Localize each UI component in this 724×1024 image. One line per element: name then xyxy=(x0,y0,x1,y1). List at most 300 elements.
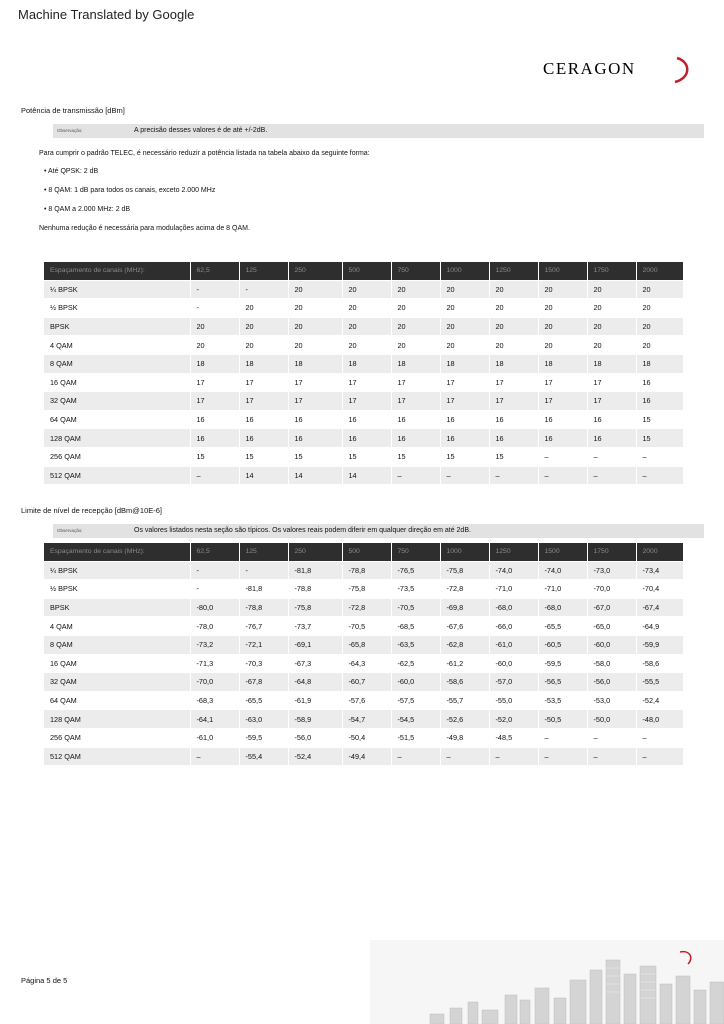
tx-value-cell: 18 xyxy=(342,354,391,373)
tx-value-cell: 18 xyxy=(391,354,440,373)
rx-value-cell: -53,5 xyxy=(538,691,587,710)
tx-value-cell: 20 xyxy=(587,336,636,355)
tx-value-cell: 16 xyxy=(342,429,391,448)
rx-table-header-row xyxy=(44,543,683,561)
tx-bullet-3: • 8 QAM a 2.000 MHz: 2 dB xyxy=(44,206,131,213)
tx-value-cell: 20 xyxy=(391,299,440,318)
rx-header-cell: 750 xyxy=(391,543,440,561)
tx-value-cell: 20 xyxy=(440,280,489,299)
rx-value-cell: -54,7 xyxy=(342,710,391,729)
tx-table-row xyxy=(44,429,683,448)
rx-value-cell: – xyxy=(391,747,440,766)
rx-section-title: Limite de nível de recepção [dBm@10E-6] xyxy=(21,506,163,515)
tx-value-cell: 14 xyxy=(239,466,288,485)
rx-value-cell: -75,8 xyxy=(342,580,391,599)
tx-bullet-2: • 8 QAM: 1 dB para todos os canais, exceto 2.000 MHz xyxy=(44,187,216,194)
tx-value-cell: 15 xyxy=(288,447,342,466)
rx-value-cell: -55,5 xyxy=(636,673,683,692)
tx-header-cell: 1500 xyxy=(538,262,587,280)
tx-modulation-cell: 16 QAM xyxy=(44,373,190,392)
rx-value-cell: -65,8 xyxy=(342,635,391,654)
tx-modulation-cell: 4 QAM xyxy=(44,336,190,355)
tx-value-cell: – xyxy=(538,447,587,466)
tx-value-cell: 16 xyxy=(440,410,489,429)
rx-value-cell: -64,9 xyxy=(636,617,683,636)
rx-table-row xyxy=(44,710,683,729)
tx-value-cell: – xyxy=(587,466,636,485)
rx-value-cell: -68,0 xyxy=(538,598,587,617)
rx-value-cell: - xyxy=(239,561,288,580)
translation-banner: Machine Translated by Google xyxy=(18,7,195,22)
tx-value-cell: 16 xyxy=(342,410,391,429)
rx-table-row xyxy=(44,598,683,617)
rx-threshold-table xyxy=(44,543,684,766)
rx-value-cell: -71,0 xyxy=(489,580,538,599)
tx-value-cell: 17 xyxy=(391,373,440,392)
rx-table-row xyxy=(44,728,683,747)
rx-note-label: Observação: xyxy=(57,528,83,533)
tx-value-cell: 15 xyxy=(636,429,683,448)
rx-table-row xyxy=(44,580,683,599)
tx-header-cell: 500 xyxy=(342,262,391,280)
rx-value-cell: -81,8 xyxy=(239,580,288,599)
rx-value-cell: -57,6 xyxy=(342,691,391,710)
rx-value-cell: -59,9 xyxy=(636,635,683,654)
tx-value-cell: 20 xyxy=(587,317,636,336)
rx-header-cell: 2000 xyxy=(636,543,683,561)
tx-value-cell: 20 xyxy=(342,336,391,355)
tx-outro: Nenhuma redução é necessária para modulações acima de 8 QAM. xyxy=(39,225,250,232)
rx-value-cell: -55,0 xyxy=(489,691,538,710)
tx-value-cell: 17 xyxy=(288,392,342,411)
rx-modulation-cell: 256 QAM xyxy=(44,728,190,747)
rx-value-cell: -60,0 xyxy=(391,673,440,692)
tx-table-row xyxy=(44,354,683,373)
tx-value-cell: 17 xyxy=(489,392,538,411)
tx-table-row xyxy=(44,373,683,392)
rx-value-cell: -76,5 xyxy=(391,561,440,580)
tx-value-cell: 15 xyxy=(342,447,391,466)
rx-value-cell: -78,8 xyxy=(288,580,342,599)
rx-value-cell: – xyxy=(538,728,587,747)
tx-table-row xyxy=(44,447,683,466)
rx-value-cell: -61,2 xyxy=(440,654,489,673)
tx-modulation-cell: 32 QAM xyxy=(44,392,190,411)
tx-value-cell: 20 xyxy=(440,336,489,355)
rx-value-cell: -58,6 xyxy=(636,654,683,673)
rx-value-cell: -75,8 xyxy=(440,561,489,580)
rx-value-cell: -48,5 xyxy=(489,728,538,747)
tx-modulation-cell: 512 QAM xyxy=(44,466,190,485)
rx-value-cell: -67,3 xyxy=(288,654,342,673)
tx-value-cell: 20 xyxy=(342,317,391,336)
rx-value-cell: – xyxy=(489,747,538,766)
rx-value-cell: -54,5 xyxy=(391,710,440,729)
rx-value-cell: -70,0 xyxy=(587,580,636,599)
tx-value-cell: 20 xyxy=(239,317,288,336)
rx-value-cell: -65,5 xyxy=(239,691,288,710)
rx-value-cell: -64,8 xyxy=(288,673,342,692)
rx-value-cell: -78,8 xyxy=(239,598,288,617)
tx-value-cell: 20 xyxy=(489,280,538,299)
rx-value-cell: -73,5 xyxy=(391,580,440,599)
rx-value-cell: – xyxy=(587,747,636,766)
rx-value-cell: – xyxy=(636,728,683,747)
tx-value-cell: 20 xyxy=(190,336,239,355)
rx-value-cell: – xyxy=(190,747,239,766)
tx-value-cell: 17 xyxy=(489,373,538,392)
rx-value-cell: -58,6 xyxy=(440,673,489,692)
tx-value-cell: 18 xyxy=(239,354,288,373)
rx-value-cell: -52,4 xyxy=(288,747,342,766)
tx-value-cell: 14 xyxy=(288,466,342,485)
rx-header-cell: Espaçamento de canais (MHz): xyxy=(44,543,190,561)
rx-value-cell: -72,8 xyxy=(440,580,489,599)
tx-section-title: Potência de transmissão [dBm] xyxy=(21,106,125,115)
tx-value-cell: 18 xyxy=(440,354,489,373)
tx-value-cell: 20 xyxy=(489,317,538,336)
tx-value-cell: 16 xyxy=(489,410,538,429)
rx-value-cell: -71,3 xyxy=(190,654,239,673)
tx-value-cell: 17 xyxy=(538,373,587,392)
rx-value-cell: -69,1 xyxy=(288,635,342,654)
rx-table-row xyxy=(44,617,683,636)
tx-value-cell: 17 xyxy=(288,373,342,392)
tx-value-cell: 17 xyxy=(342,392,391,411)
tx-value-cell: 18 xyxy=(489,354,538,373)
rx-value-cell: -60,0 xyxy=(587,635,636,654)
rx-value-cell: -55,7 xyxy=(440,691,489,710)
rx-value-cell: -61,9 xyxy=(288,691,342,710)
tx-value-cell: – xyxy=(190,466,239,485)
tx-value-cell: 16 xyxy=(489,429,538,448)
rx-value-cell: -59,5 xyxy=(538,654,587,673)
tx-value-cell: 20 xyxy=(636,317,683,336)
tx-value-cell: - xyxy=(190,299,239,318)
rx-value-cell: -69,8 xyxy=(440,598,489,617)
tx-note-label: Observação: xyxy=(57,128,83,133)
rx-value-cell: -70,3 xyxy=(239,654,288,673)
rx-value-cell: -67,4 xyxy=(636,598,683,617)
rx-value-cell: -66,0 xyxy=(489,617,538,636)
tx-value-cell: 20 xyxy=(489,299,538,318)
rx-value-cell: – xyxy=(538,747,587,766)
tx-note-text: A precisão desses valores é de até +/-2dB. xyxy=(134,127,268,134)
rx-table-row xyxy=(44,654,683,673)
rx-value-cell: -75,8 xyxy=(288,598,342,617)
rx-value-cell: -55,4 xyxy=(239,747,288,766)
tx-value-cell: – xyxy=(440,466,489,485)
tx-value-cell: 20 xyxy=(288,336,342,355)
tx-value-cell: 17 xyxy=(239,373,288,392)
tx-modulation-cell: 64 QAM xyxy=(44,410,190,429)
rx-value-cell: -68,0 xyxy=(489,598,538,617)
tx-value-cell: 17 xyxy=(391,392,440,411)
tx-value-cell: 15 xyxy=(489,447,538,466)
tx-table-row xyxy=(44,280,683,299)
rx-value-cell: -64,1 xyxy=(190,710,239,729)
rx-modulation-cell: ¼ BPSK xyxy=(44,561,190,580)
rx-value-cell: -73,0 xyxy=(587,561,636,580)
rx-note-text: Os valores listados nesta seção são típicos. Os valores reais podem diferir em qualquer direção em até 2dB. xyxy=(134,527,471,534)
rx-table-row xyxy=(44,673,683,692)
rx-modulation-cell: BPSK xyxy=(44,598,190,617)
rx-header-cell: 1000 xyxy=(440,543,489,561)
rx-value-cell: -60,0 xyxy=(489,654,538,673)
rx-value-cell: -63,0 xyxy=(239,710,288,729)
rx-table-row xyxy=(44,561,683,580)
rx-value-cell: -70,4 xyxy=(636,580,683,599)
tx-value-cell: 20 xyxy=(288,317,342,336)
tx-header-cell: 1250 xyxy=(489,262,538,280)
rx-modulation-cell: 16 QAM xyxy=(44,654,190,673)
tx-value-cell: 16 xyxy=(239,410,288,429)
tx-header-cell: 250 xyxy=(288,262,342,280)
rx-value-cell: -78,8 xyxy=(342,561,391,580)
rx-value-cell: -78,0 xyxy=(190,617,239,636)
tx-value-cell: 20 xyxy=(440,299,489,318)
rx-value-cell: -74,0 xyxy=(489,561,538,580)
tx-value-cell: 20 xyxy=(239,299,288,318)
tx-value-cell: 16 xyxy=(440,429,489,448)
tx-intro: Para cumprir o padrão TELEC, é necessário reduzir a potência listada na tabela abaixo da seguinte forma: xyxy=(39,150,370,157)
tx-value-cell: - xyxy=(239,280,288,299)
rx-value-cell: -50,4 xyxy=(342,728,391,747)
rx-value-cell: - xyxy=(190,580,239,599)
rx-value-cell: -58,0 xyxy=(587,654,636,673)
rx-value-cell: – xyxy=(636,747,683,766)
rx-modulation-cell: 32 QAM xyxy=(44,673,190,692)
tx-value-cell: 20 xyxy=(538,336,587,355)
rx-table-row xyxy=(44,635,683,654)
rx-modulation-cell: 64 QAM xyxy=(44,691,190,710)
rx-header-cell: 250 xyxy=(288,543,342,561)
tx-value-cell: 20 xyxy=(342,299,391,318)
tx-header-cell: 62,5 xyxy=(190,262,239,280)
tx-value-cell: 16 xyxy=(587,410,636,429)
tx-value-cell: 20 xyxy=(538,299,587,318)
tx-value-cell: – xyxy=(489,466,538,485)
rx-value-cell: -62,8 xyxy=(440,635,489,654)
tx-value-cell: 17 xyxy=(190,392,239,411)
tx-value-cell: 16 xyxy=(587,429,636,448)
rx-value-cell: -70,5 xyxy=(391,598,440,617)
tx-header-cell: 1750 xyxy=(587,262,636,280)
rx-value-cell: -67,0 xyxy=(587,598,636,617)
rx-value-cell: -58,9 xyxy=(288,710,342,729)
tx-value-cell: 15 xyxy=(636,410,683,429)
tx-value-cell: 20 xyxy=(538,280,587,299)
rx-value-cell: -73,2 xyxy=(190,635,239,654)
tx-value-cell: – xyxy=(538,466,587,485)
tx-value-cell: 18 xyxy=(587,354,636,373)
tx-value-cell: 20 xyxy=(636,336,683,355)
tx-value-cell: 16 xyxy=(288,429,342,448)
tx-value-cell: 16 xyxy=(288,410,342,429)
rx-value-cell: -49,4 xyxy=(342,747,391,766)
rx-value-cell: -60,5 xyxy=(538,635,587,654)
ceragon-logo xyxy=(541,52,691,86)
rx-value-cell: -80,0 xyxy=(190,598,239,617)
rx-modulation-cell: ½ BPSK xyxy=(44,580,190,599)
rx-value-cell: -71,0 xyxy=(538,580,587,599)
tx-value-cell: 15 xyxy=(440,447,489,466)
rx-value-cell: – xyxy=(440,747,489,766)
rx-value-cell: -48,0 xyxy=(636,710,683,729)
rx-value-cell: -73,7 xyxy=(288,617,342,636)
tx-value-cell: 17 xyxy=(190,373,239,392)
rx-value-cell: -76,7 xyxy=(239,617,288,636)
tx-value-cell: 20 xyxy=(190,317,239,336)
rx-header-cell: 500 xyxy=(342,543,391,561)
page-number: Página 5 de 5 xyxy=(21,976,68,985)
tx-value-cell: 18 xyxy=(288,354,342,373)
tx-table-row xyxy=(44,466,683,485)
tx-value-cell: 20 xyxy=(440,317,489,336)
rx-value-cell: -50,0 xyxy=(587,710,636,729)
rx-value-cell: -63,5 xyxy=(391,635,440,654)
rx-value-cell: - xyxy=(190,561,239,580)
tx-value-cell: 17 xyxy=(342,373,391,392)
tx-value-cell: 15 xyxy=(190,447,239,466)
rx-value-cell: -51,5 xyxy=(391,728,440,747)
rx-value-cell: -52,4 xyxy=(636,691,683,710)
rx-value-cell: -57,0 xyxy=(489,673,538,692)
rx-value-cell: -50,5 xyxy=(538,710,587,729)
tx-value-cell: 18 xyxy=(538,354,587,373)
rx-value-cell: -52,6 xyxy=(440,710,489,729)
rx-header-cell: 1500 xyxy=(538,543,587,561)
tx-value-cell: 17 xyxy=(440,392,489,411)
tx-value-cell: 20 xyxy=(636,280,683,299)
rx-table-row xyxy=(44,691,683,710)
rx-value-cell: – xyxy=(587,728,636,747)
rx-modulation-cell: 4 QAM xyxy=(44,617,190,636)
tx-value-cell: 20 xyxy=(342,280,391,299)
tx-value-cell: 15 xyxy=(239,447,288,466)
rx-value-cell: -67,6 xyxy=(440,617,489,636)
rx-value-cell: -81,8 xyxy=(288,561,342,580)
rx-modulation-cell: 128 QAM xyxy=(44,710,190,729)
tx-modulation-cell: 8 QAM xyxy=(44,354,190,373)
tx-table-row xyxy=(44,392,683,411)
tx-value-cell: 20 xyxy=(489,336,538,355)
tx-modulation-cell: 128 QAM xyxy=(44,429,190,448)
tx-value-cell: 16 xyxy=(391,429,440,448)
tx-value-cell: 17 xyxy=(440,373,489,392)
rx-header-cell: 1750 xyxy=(587,543,636,561)
tx-value-cell: 16 xyxy=(190,410,239,429)
tx-value-cell: - xyxy=(190,280,239,299)
tx-value-cell: 17 xyxy=(587,373,636,392)
rx-header-cell: 1250 xyxy=(489,543,538,561)
tx-value-cell: – xyxy=(391,466,440,485)
rx-value-cell: -72,8 xyxy=(342,598,391,617)
tx-header-cell: 2000 xyxy=(636,262,683,280)
rx-value-cell: -49,8 xyxy=(440,728,489,747)
tx-value-cell: 16 xyxy=(538,410,587,429)
tx-table-row xyxy=(44,317,683,336)
tx-table-row xyxy=(44,410,683,429)
rx-value-cell: -67,8 xyxy=(239,673,288,692)
tx-modulation-cell: BPSK xyxy=(44,317,190,336)
tx-value-cell: 15 xyxy=(391,447,440,466)
tx-header-cell: Espaçamento de canais (MHz): xyxy=(44,262,190,280)
tx-modulation-cell: 256 QAM xyxy=(44,447,190,466)
rx-header-cell: 62,5 xyxy=(190,543,239,561)
tx-note-box xyxy=(53,124,704,138)
tx-power-table xyxy=(44,262,684,485)
tx-modulation-cell: ½ BPSK xyxy=(44,299,190,318)
tx-value-cell: 20 xyxy=(538,317,587,336)
tx-value-cell: 20 xyxy=(587,299,636,318)
tx-value-cell: 16 xyxy=(636,373,683,392)
tx-table-row xyxy=(44,299,683,318)
tx-value-cell: 17 xyxy=(587,392,636,411)
city-skyline-image xyxy=(370,940,724,1024)
tx-header-cell: 1000 xyxy=(440,262,489,280)
tx-bullet-1: • Até QPSK: 2 dB xyxy=(44,168,99,175)
tx-value-cell: 20 xyxy=(587,280,636,299)
rx-value-cell: -56,0 xyxy=(288,728,342,747)
rx-value-cell: -61,0 xyxy=(190,728,239,747)
rx-value-cell: -53,0 xyxy=(587,691,636,710)
rx-value-cell: -74,0 xyxy=(538,561,587,580)
tx-value-cell: 17 xyxy=(538,392,587,411)
rx-value-cell: -60,7 xyxy=(342,673,391,692)
tx-header-cell: 750 xyxy=(391,262,440,280)
rx-header-cell: 125 xyxy=(239,543,288,561)
tx-value-cell: 18 xyxy=(190,354,239,373)
rx-value-cell: -57,5 xyxy=(391,691,440,710)
rx-value-cell: -65,5 xyxy=(538,617,587,636)
tx-value-cell: 16 xyxy=(636,392,683,411)
rx-value-cell: -52,0 xyxy=(489,710,538,729)
rx-value-cell: -56,0 xyxy=(587,673,636,692)
tx-value-cell: – xyxy=(587,447,636,466)
rx-value-cell: -72,1 xyxy=(239,635,288,654)
tx-value-cell: 20 xyxy=(391,336,440,355)
rx-value-cell: -68,3 xyxy=(190,691,239,710)
tx-table-row xyxy=(44,336,683,355)
tx-value-cell: – xyxy=(636,466,683,485)
tx-value-cell: 16 xyxy=(190,429,239,448)
rx-value-cell: -73,4 xyxy=(636,561,683,580)
rx-modulation-cell: 512 QAM xyxy=(44,747,190,766)
tx-header-cell: 125 xyxy=(239,262,288,280)
rx-value-cell: -70,0 xyxy=(190,673,239,692)
rx-table-row xyxy=(44,747,683,766)
tx-value-cell: 20 xyxy=(288,280,342,299)
rx-value-cell: -56,5 xyxy=(538,673,587,692)
tx-value-cell: 20 xyxy=(239,336,288,355)
tx-value-cell: 16 xyxy=(239,429,288,448)
rx-value-cell: -62,5 xyxy=(391,654,440,673)
rx-value-cell: -70,5 xyxy=(342,617,391,636)
rx-value-cell: -64,3 xyxy=(342,654,391,673)
rx-value-cell: -59,5 xyxy=(239,728,288,747)
rx-modulation-cell: 8 QAM xyxy=(44,635,190,654)
tx-value-cell: 20 xyxy=(391,280,440,299)
rx-value-cell: -68,5 xyxy=(391,617,440,636)
tx-value-cell: – xyxy=(636,447,683,466)
tx-value-cell: 20 xyxy=(288,299,342,318)
rx-note-box xyxy=(53,524,704,538)
tx-value-cell: 16 xyxy=(538,429,587,448)
tx-modulation-cell: ¼ BPSK xyxy=(44,280,190,299)
tx-value-cell: 18 xyxy=(636,354,683,373)
rx-value-cell: -65,0 xyxy=(587,617,636,636)
